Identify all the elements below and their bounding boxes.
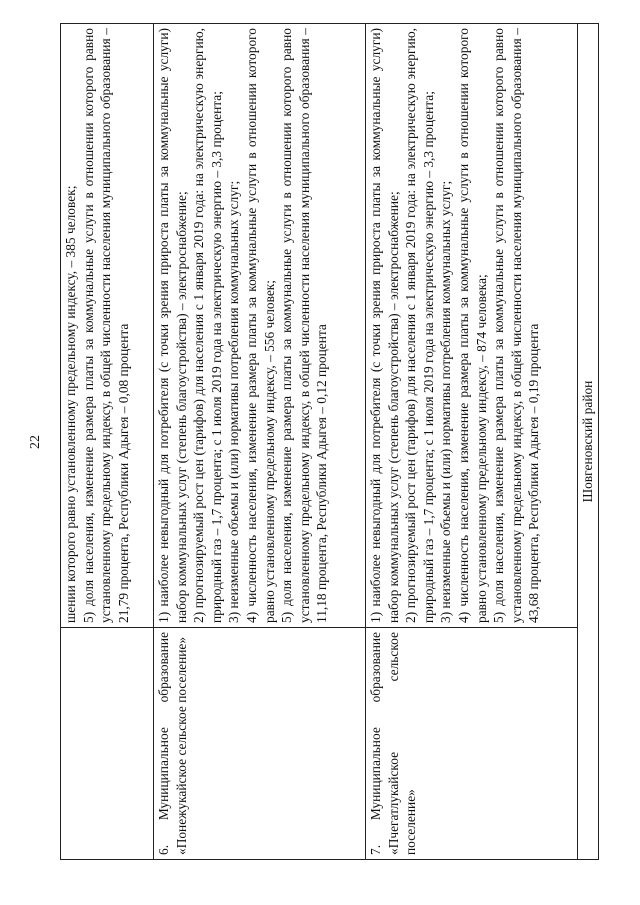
indicators-cell — [61, 24, 154, 628]
indicator-item: 2) прогнозируемый рост цен (тарифов) для населения с 1 января 2019 года: на электрическую энергию, природный газ – 1,7 процента; с 1 июля 2019 года на электрическую энергию – 3,3 процента; — [191, 28, 224, 623]
indicator-item: 5) доля населения, изменение размера платы за коммунальные услуги в отношении которого равно установленному предельному индексу, в общей численности населения муниципального образования – 11,18 процента, Республики Адыгея – 0,12 процента — [279, 28, 330, 623]
table-row-district — [578, 24, 599, 860]
indicator-item: 5) доля населения, изменение размера платы за коммунальные услуги в отношении которого равно установленному предельному индексу, в общей численности населения муниципального образования – 43,68 процента, Республики Адыгея – 0,19 процента — [491, 28, 542, 623]
municipality-cell: 6. Муниципальное образование «Понежукайское сельское поселение» — [154, 628, 366, 860]
indicator-item: 3) неизменные объемы и (или) нормативы потребления коммунальных услуг; — [438, 180, 454, 623]
municipality-cell — [61, 628, 154, 860]
table-row-municipality-6 — [154, 24, 366, 860]
rotated-page — [28, 24, 595, 860]
indicator-item: 1) наиболее невыгодный для потребителя (с точки зрения прироста платы за коммунальные услуги) набор коммунальных услуг (степень благоустройства) – электроснабжение; — [368, 28, 401, 623]
indicator-line: шении которого равно установленному предельному индексу, – 385 человек; — [63, 185, 78, 623]
district-heading: Шовгеновский район — [578, 24, 599, 860]
page-number: 22 — [28, 435, 43, 449]
municipality-cell: 7. Муниципальное образование «Пчегатлукайское сельское поселение» — [366, 628, 578, 860]
indicators-cell — [154, 24, 366, 628]
table-row-municipality-7 — [366, 24, 578, 860]
indicators-cell — [366, 24, 578, 628]
indicator-item: 4) численность населения, изменение размера платы за коммунальные услуги в отношении которого равно установленному предельному индексу, – 874 человека; — [455, 28, 489, 623]
indicator-line: 5) доля населения, изменение размера платы за коммунальные услуги в отношении которого равно установленному предельному индексу, в общей численности населения муниципального образования – 21,79 процента, Республики Адыгея – 0,08 процента — [80, 28, 131, 623]
table-row-continuation — [61, 24, 154, 860]
indicator-item: 1) наиболее невыгодный для потребителя (с точки зрения прироста платы за коммунальные услуги) набор коммунальных услуг (степень благоустройства) – электроснабжение; — [156, 28, 189, 623]
indicator-item: 4) численность населения, изменение размера платы за коммунальные услуги в отношении которого равно установленному предельному индексу, – 556 человек; — [243, 28, 277, 623]
indicator-item: 3) неизменные объемы и (или) нормативы потребления коммунальных услуг; — [226, 180, 242, 623]
indicators-table — [60, 23, 599, 860]
indicator-item: 2) прогнозируемый рост цен (тарифов) для населения с 1 января 2019 года: на электрическую энергию, природный газ – 1,7 процента; с 1 июля 2019 года на электрическую энергию – 3,3 процента; — [403, 28, 436, 623]
